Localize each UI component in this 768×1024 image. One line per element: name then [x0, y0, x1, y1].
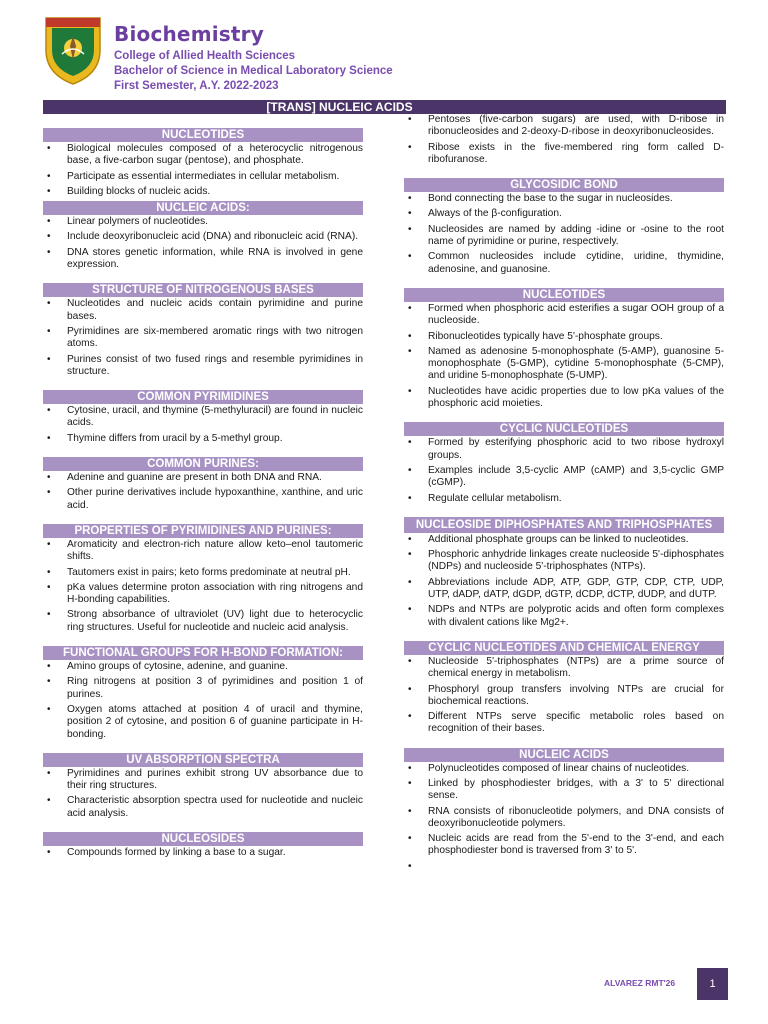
bullet-list [43, 539, 363, 634]
bullet-item: • Examples include 3,5-cyclic AMP (cAMP) and 3,5-cyclic GMP (cGMP). [404, 465, 724, 490]
bullet-item: • Named as adenosine 5-monophosphate (5-AMP), guanosine 5-monophosphate (5-GMP), cytidine 5-monophosphate (5-CMP), and uridine 5-monophosphate (5-UMP). [404, 346, 724, 383]
bullet-item: • Nucleotides have acidic properties due to low pKa values of the phosphoric acid moieties. [404, 386, 724, 411]
bullet-item: • Strong absorbance of ultraviolet (UV) light due to heterocyclic ring structures. Useful for nucleotide and nucleic acid analysis. [43, 609, 363, 634]
bullet-item: • Common nucleosides include cytidine, uridine, thymidine, adenosine, and guanosine. [404, 251, 724, 276]
section [43, 524, 363, 634]
bullet-item: • Abbreviations include ADP, ATP, GDP, GTP, CDP, CTP, UDP, UTP, dADP, dATP, dGDP, dGTP, dCDP, dCTP, dUDP, and dUTP. [404, 577, 724, 602]
section [404, 517, 724, 629]
section [404, 288, 724, 410]
bullet-item: • Amino groups of cytosine, adenine, and guanine. [43, 661, 363, 673]
bullet-item: • Other purine derivatives include hypoxanthine, xanthine, and uric acid. [43, 487, 363, 512]
section-heading: NUCLEOSIDE DIPHOSPHATES AND TRIPHOSPHATES [404, 517, 724, 533]
section-heading: GLYCOSIDIC BOND [404, 178, 724, 192]
bullet-item: • Pyrimidines are six-membered aromatic rings with two nitrogen atoms. [43, 326, 363, 351]
section-heading: UV ABSORPTION SPECTRA [43, 753, 363, 767]
bullet-item: • Biological molecules composed of a heterocyclic nitrogenous base, a five-carbon sugar (pentose), and phosphate. [43, 143, 363, 168]
bullet-item: • Aromaticity and electron-rich nature allow keto–enol tautomeric shifts. [43, 539, 363, 564]
bullet-list [404, 303, 724, 410]
bullet-item: • Cytosine, uracil, and thymine (5-methyluracil) are found in nucleic acids. [43, 405, 363, 430]
document-title: Biochemistry [114, 22, 264, 46]
bullet-item: • Always of the β-configuration. [404, 208, 724, 220]
section [43, 753, 363, 820]
bullet-list [404, 763, 724, 858]
bullet-item: • Formed by esterifying phosphoric acid to two ribose hydroxyl groups. [404, 437, 724, 462]
section-heading: FUNCTIONAL GROUPS FOR H-BOND FORMATION: [43, 646, 363, 660]
author-label: ALVAREZ RMT'26 [604, 978, 676, 988]
bullet-item: • NDPs and NTPs are polyprotic acids and often form complexes with divalent cations like Mg2+. [404, 604, 724, 629]
section-heading: NUCLEOTIDES [404, 288, 724, 302]
bullet-item: • Nucleotides and nucleic acids contain pyrimidine and purine bases. [43, 298, 363, 323]
bullet-item: • Linked by phosphodiester bridges, with a 3' to 5' directional sense. [404, 778, 724, 803]
program-name: Bachelor of Science in Medical Laboratory Science [114, 65, 393, 77]
college-name: College of Allied Health Sciences [114, 50, 296, 62]
bullet-list [43, 661, 363, 741]
section-heading: COMMON PYRIMIDINES [43, 390, 363, 404]
semester-label: First Semester, A.Y. 2022-2023 [114, 80, 279, 92]
bullet-item: • Pyrimidines and purines exhibit strong UV absorbance due to their ring structures. [43, 768, 363, 793]
bullet-item: • Different NTPs serve specific metabolic roles based on recognition of their bases. [404, 711, 724, 736]
bullet-item: • Polynucleotides composed of linear chains of nucleotides. [404, 763, 724, 775]
bullet-list [404, 193, 724, 276]
section [404, 422, 724, 504]
topic-banner-text: [TRANS] NUCLEIC ACIDS [266, 100, 413, 114]
bullet-list [43, 216, 363, 271]
section [404, 748, 724, 858]
bullet-item: • Characteristic absorption spectra used for nucleotide and nucleic acid analysis. [43, 795, 363, 820]
section-heading: PROPERTIES OF PYRIMIDINES AND PURINES: [43, 524, 363, 538]
bullet-item: • Phosphoric anhydride linkages create nucleoside 5'-diphosphates (NDPs) and nucleoside 5'-triphosphates (NTPs). [404, 549, 724, 574]
bullet-item: • Bond connecting the base to the sugar in nucleosides. [404, 193, 724, 205]
bullet-list [43, 143, 363, 198]
bullet-list [43, 472, 363, 512]
section-heading: NUCLEIC ACIDS: [43, 201, 363, 215]
bullet-item: • Ribonucleotides typically have 5'-phosphate groups. [404, 331, 724, 343]
section [43, 128, 363, 198]
page-number: 1 [697, 968, 728, 1000]
section-heading: CYCLIC NUCLEOTIDES AND CHEMICAL ENERGY [404, 641, 724, 655]
bullet-item: • RNA consists of ribonucleotide polymers, and DNA consists of deoxyribonucleotide polymers. [404, 806, 724, 831]
bullet-list [404, 534, 724, 629]
bullet-item: • Formed when phosphoric acid esterifies a sugar OOH group of a nucleoside. [404, 303, 724, 328]
section [43, 201, 363, 271]
left-column [43, 116, 363, 862]
bullet-list [43, 405, 363, 445]
bullet-item: • Oxygen atoms attached at position 4 of uracil and thymine, position 2 of cytosine, and position 6 of guanine participate in H-bonding. [43, 704, 363, 741]
section [404, 114, 724, 166]
section-heading: NUCLEOTIDES [43, 128, 363, 142]
university-seal-icon [42, 14, 104, 86]
section-heading: STRUCTURE OF NITROGENOUS BASES [43, 283, 363, 297]
bullet-item: • Nucleic acids are read from the 5'-end to the 3'-end, and each phosphodiester bond is traversed from 3' to 5'. [404, 833, 724, 858]
section [43, 832, 363, 859]
right-column [404, 114, 724, 861]
bullet-item: • Additional phosphate groups can be linked to nucleotides. [404, 534, 724, 546]
bullet-list [43, 768, 363, 820]
bullet-item: • Nucleosides are named by adding -idine or -osine to the root name of pyrimidine or purine, respectively. [404, 224, 724, 249]
topic-banner [43, 100, 726, 114]
bullet-item: • Ribose exists in the five-membered ring form called D-ribofuranose. [404, 142, 724, 167]
bullet-item: • Thymine differs from uracil by a 5-methyl group. [43, 433, 363, 445]
section [43, 646, 363, 741]
bullet-list [43, 847, 363, 859]
section [404, 641, 724, 736]
bullet-item: • Building blocks of nucleic acids. [43, 186, 363, 198]
bullet-item: • Include deoxyribonucleic acid (DNA) and ribonucleic acid (RNA). [43, 231, 363, 243]
section [43, 283, 363, 378]
bullet-item: • pKa values determine proton association with ring nitrogens and H-bonding capabilities. [43, 582, 363, 607]
bullet-item: • Linear polymers of nucleotides. [43, 216, 363, 228]
bullet-item: • Ring nitrogens at position 3 of pyrimidines and position 1 of purines. [43, 676, 363, 701]
bullet-item: • Phosphoryl group transfers involving NTPs are crucial for biochemical reactions. [404, 684, 724, 709]
section-heading: CYCLIC NUCLEOTIDES [404, 422, 724, 436]
bullet-item: • Pentoses (five-carbon sugars) are used, with D-ribose in ribonucleosides and 2-deoxy-D-ribose in deoxyribonucleosides. [404, 114, 724, 139]
bullet-item: • Participate as essential intermediates in cellular metabolism. [43, 171, 363, 183]
bullet-item: • Tautomers exist in pairs; keto forms predominate at neutral pH. [43, 567, 363, 579]
bullet-item: • Nucleoside 5'-triphosphates (NTPs) are a prime source of chemical energy in metabolism. [404, 656, 724, 681]
section-heading: COMMON PURINES: [43, 457, 363, 471]
bullet-item: • Adenine and guanine are present in both DNA and RNA. [43, 472, 363, 484]
section-heading: NUCLEOSIDES [43, 832, 363, 846]
bullet-item: • Regulate cellular metabolism. [404, 493, 724, 505]
bullet-item: • Compounds formed by linking a base to a sugar. [43, 847, 363, 859]
bullet-list [404, 114, 724, 166]
section [404, 178, 724, 276]
section-heading: NUCLEIC ACIDS [404, 748, 724, 762]
bullet-list [404, 656, 724, 736]
bullet-item: • DNA stores genetic information, while RNA is involved in gene expression. [43, 247, 363, 272]
bullet-list [404, 437, 724, 504]
section [43, 457, 363, 512]
bullet-list [43, 298, 363, 378]
bullet-item: • Purines consist of two fused rings and resemble pyrimidines in structure. [43, 354, 363, 379]
section [43, 390, 363, 445]
